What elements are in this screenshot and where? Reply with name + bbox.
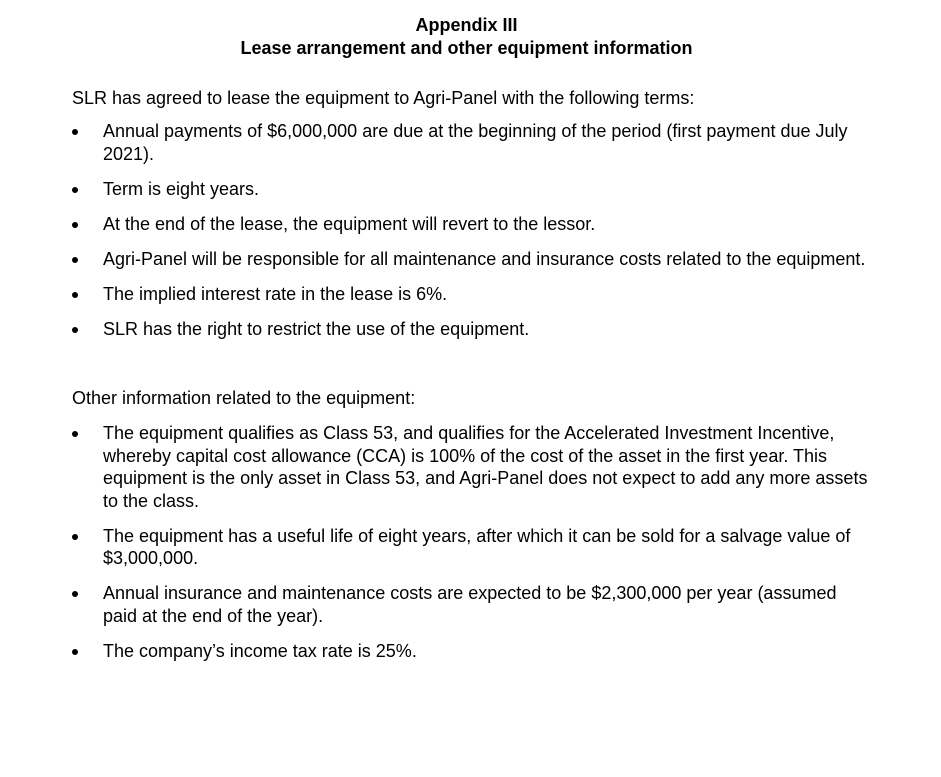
bullet-icon xyxy=(72,327,78,333)
list-item-text: At the end of the lease, the equipment will revert to the lessor. xyxy=(103,213,596,234)
bullet-icon xyxy=(72,534,78,540)
bullet-icon xyxy=(72,292,78,298)
bullet-icon xyxy=(72,591,78,597)
title-block xyxy=(0,14,933,60)
list-item-text: The company’s income tax rate is 25%. xyxy=(103,640,417,661)
list-item-text: The implied interest rate in the lease is 6%. xyxy=(103,283,448,304)
list-item-text: Annual payments of $6,000,000 are due at the beginning of the period (first payment due July 2021). xyxy=(103,121,848,164)
list-item-text: The equipment qualifies as Class 53, and qualifies for the Accelerated Investment Incentive, whereby capital cost allowance (CCA) is 100% of the cost of the asset in the first year. This equipment is the only asset in Class 53, and Agri-Panel does not expect to add any more assets to the class. xyxy=(103,423,868,511)
appendix-title: Appendix III xyxy=(415,15,518,35)
bullet-icon xyxy=(72,187,78,193)
list-item xyxy=(0,178,941,201)
list-item-text: Term is eight years. xyxy=(103,178,260,199)
list-item-text: Agri-Panel will be responsible for all maintenance and insurance costs related to the equipment. xyxy=(103,248,866,269)
list-item xyxy=(0,248,941,271)
list-item xyxy=(0,318,941,341)
lease-intro: SLR has agreed to lease the equipment to Agri-Panel with the following terms: xyxy=(72,88,695,108)
list-item xyxy=(0,640,941,663)
bullet-icon xyxy=(72,222,78,228)
bullet-icon xyxy=(72,257,78,263)
list-item xyxy=(0,213,941,236)
appendix-subtitle: Lease arrangement and other equipment information xyxy=(240,38,693,58)
bullet-icon xyxy=(72,129,78,135)
list-item xyxy=(0,120,941,165)
other-info-intro: Other information related to the equipment: xyxy=(72,388,416,408)
list-item xyxy=(0,283,941,306)
list-item-text: The equipment has a useful life of eight years, after which it can be sold for a salvage value of $3,000,000. xyxy=(103,525,851,568)
list-item xyxy=(0,525,941,570)
list-item xyxy=(0,582,941,627)
bullet-icon xyxy=(72,649,78,655)
list-item-text: SLR has the right to restrict the use of the equipment. xyxy=(103,318,530,339)
other-info-list xyxy=(0,422,941,675)
lease-terms-list xyxy=(0,120,941,353)
list-item-text: Annual insurance and maintenance costs are expected to be $2,300,000 per year (assumed paid at the end of the year). xyxy=(103,583,837,626)
bullet-icon xyxy=(72,431,78,437)
list-item xyxy=(0,422,941,512)
